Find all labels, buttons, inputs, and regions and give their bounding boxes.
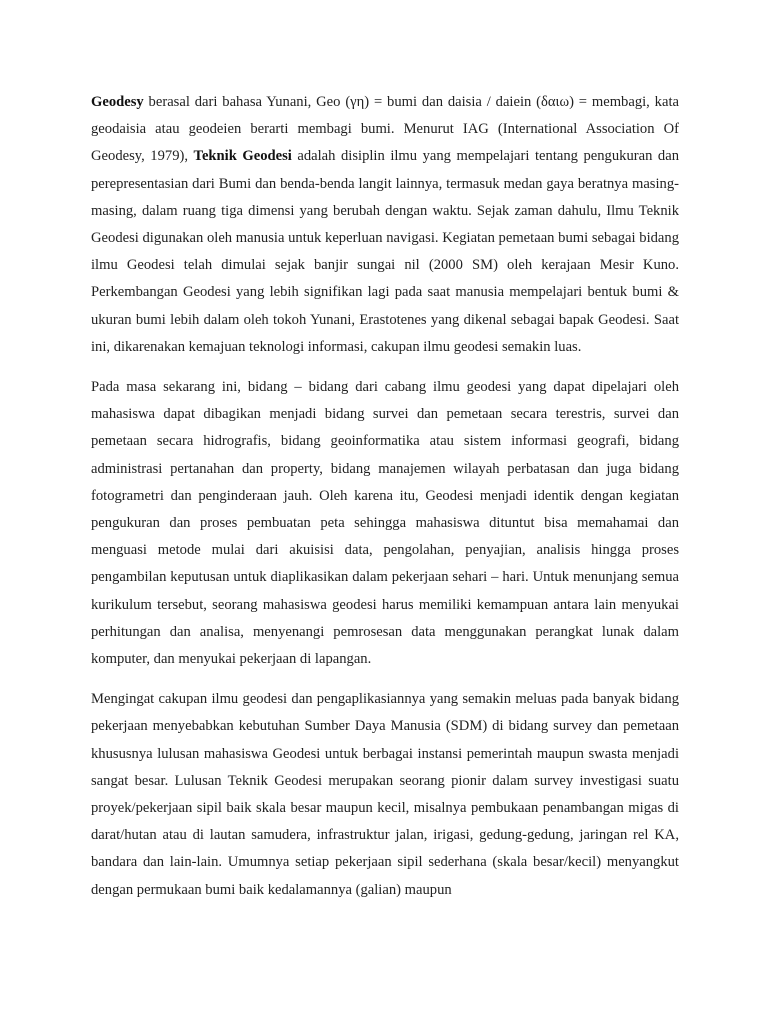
- paragraph-2: Pada masa sekarang ini, bidang – bidang dari cabang ilmu geodesi yang dapat dipelajari oleh mahasiswa dapat dibagikan menjadi bidang survei dan pemetaan secara terestris, survei dan pemetaan secara hidrografis, bidang geoinformatika atau sistem informasi geografi, bidang administrasi pertanahan dan property, bidang manajemen wilayah perbatasan dan juga bidang fotogrametri dan penginderaan jauh. Oleh karena itu, Geodesi menjadi identik dengan kegiatan pengukuran dan proses pembuatan peta sehingga mahasiswa dituntut bisa memahamai dan menguasi metode mulai dari akuisisi data, pengolahan, penyajian, analisis hingga proses pengambilan keputusan untuk diaplikasikan dalam pekerjaan sehari – hari. Untuk menunjang semua kurikulum tersebut, seorang mahasiswa geodesi harus memiliki kemampuan antara lain menyukai perhitungan dan analisa, menyenangi pemrosesan data menggunakan perangkat lunak dalam komputer, dan menyukai pekerjaan di lapangan.: [91, 379, 679, 668]
- paragraph-1-text-a: berasal dari bahasa Yunani, Geo (γη) = bumi dan daisia / daiein (δαιω) = membagi, kata geodaisia atau geodeien berarti membagi bumi. Menurut IAG (International Association Of Geodesy, 1979),: [91, 94, 679, 165]
- paragraph-3: Mengingat cakupan ilmu geodesi dan pengaplikasiannya yang semakin meluas pada banyak bidang pekerjaan menyebabkan kebutuhan Sumber Daya Manusia (SDM) di bidang survey dan pemetaan khususnya lulusan mahasiswa Geodesi untuk berbagai instansi pemerintah maupun swasta menjadi sangat besar. Lulusan Teknik Geodesi merupakan seorang pionir dalam survey investigasi suatu proyek/pekerjaan sipil baik skala besar maupun kecil, misalnya pembukaan penambangan migas di darat/hutan atau di lautan samudera, infrastruktur jalan, irigasi, gedung-gedung, jaringan rel KA, bandara dan lain-lain. Umumnya setiap pekerjaan sipil sederhana (skala besar/kecil) menyangkut dengan permukaan bumi baik kedalamannya (galian) maupun: [91, 691, 679, 898]
- term-geodesy: Geodesy: [91, 94, 144, 110]
- paragraph-1: [91, 89, 679, 361]
- paragraph-1-text-b: adalah disiplin ilmu yang mempelajari tentang pengukuran dan perepresentasian dari Bumi dan benda-benda langit lainnya, termasuk medan gaya beratnya masing-masing, dalam ruang tiga dimensi yang berubah dengan waktu. Sejak zaman dahulu, Ilmu Teknik Geodesi digunakan oleh manusia untuk keperluan navigasi. Kegiatan pemetaan bumi sebagai bidang ilmu Geodesi telah dimulai sejak banjir sungai nil (2000 SM) oleh kerajaan Mesir Kuno. Perkembangan Geodesi yang lebih signifikan lagi pada saat manusia mempelajari bentuk bumi & ukuran bumi lebih dalam oleh tokoh Yunani, Erastotenes yang dikenal sebagai bapak Geodesi. Saat ini, dikarenakan kemajuan teknologi informasi, cakupan ilmu geodesi semakin luas.: [91, 148, 679, 355]
- term-teknik-geodesi: Teknik Geodesi: [193, 148, 292, 165]
- document-page: [91, 89, 679, 917]
